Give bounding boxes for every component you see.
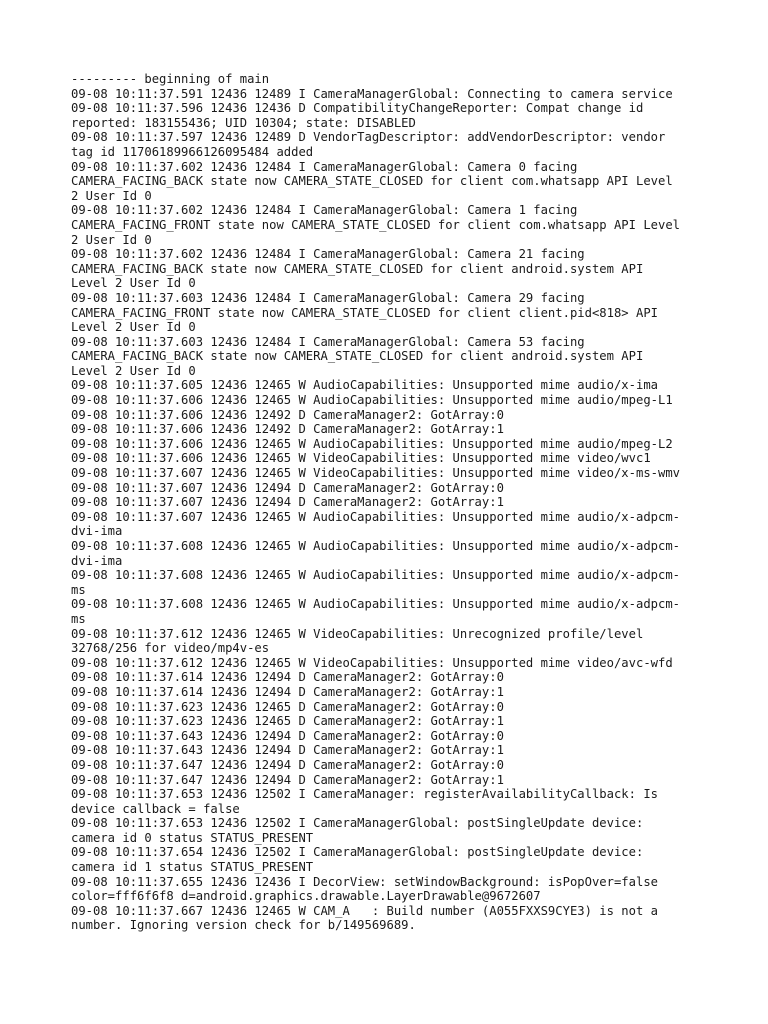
log-line: number. Ignoring version check for b/149569689.	[71, 918, 416, 933]
log-line: CAMERA_FACING_BACK state now CAMERA_STATE_CLOSED for client android.system API	[71, 349, 644, 364]
log-line: ms	[71, 582, 86, 597]
log-line: 09-08 10:11:37.602 12436 12484 I CameraManagerGlobal: Camera 1 facing	[71, 203, 578, 218]
log-line: 09-08 10:11:37.612 12436 12465 W VideoCapabilities: Unsupported mime video/avc-wfd	[71, 655, 673, 670]
log-line: 09-08 10:11:37.606 12436 12465 W AudioCapabilities: Unsupported mime audio/mpeg-L1	[71, 393, 673, 408]
log-line: 09-08 10:11:37.603 12436 12484 I CameraManagerGlobal: Camera 53 facing	[71, 334, 585, 349]
log-line: 09-08 10:11:37.667 12436 12465 W CAM_A : Build number (A055FXXS9CYE3) is not a	[71, 903, 658, 918]
log-line: device callback = false	[71, 801, 240, 816]
log-line: 09-08 10:11:37.606 12436 12492 D CameraManager2: GotArray:0	[71, 407, 504, 422]
log-line: 09-08 10:11:37.606 12436 12465 W VideoCapabilities: Unsupported mime video/wvc1	[71, 451, 651, 466]
log-line: 09-08 10:11:37.623 12436 12465 D CameraManager2: GotArray:1	[71, 714, 504, 729]
log-line: 09-08 10:11:37.614 12436 12494 D CameraManager2: GotArray:0	[71, 670, 504, 685]
log-line: 32768/256 for video/mp4v-es	[71, 641, 270, 656]
log-line: color=fff6f6f8 d=android.graphics.drawable.LayerDrawable@9672607	[71, 889, 541, 904]
log-line: 09-08 10:11:37.614 12436 12494 D CameraManager2: GotArray:1	[71, 684, 504, 699]
log-line: 09-08 10:11:37.623 12436 12465 D CameraManager2: GotArray:0	[71, 699, 504, 714]
log-line: Level 2 User Id 0	[71, 276, 196, 291]
log-line: 2 User Id 0	[71, 188, 152, 203]
log-line: --------- beginning of main	[71, 72, 270, 86]
log-line: 2 User Id 0	[71, 232, 152, 247]
log-line: Level 2 User Id 0	[71, 320, 196, 335]
log-line: 09-08 10:11:37.602 12436 12484 I CameraManagerGlobal: Camera 21 facing	[71, 247, 585, 262]
log-line: 09-08 10:11:37.607 12436 12494 D CameraManager2: GotArray:0	[71, 480, 504, 495]
log-line: 09-08 10:11:37.597 12436 12489 D VendorTagDescriptor: addVendorDescriptor: vendor	[71, 130, 666, 145]
log-line: 09-08 10:11:37.647 12436 12494 D CameraManager2: GotArray:1	[71, 772, 504, 787]
log-line: 09-08 10:11:37.608 12436 12465 W AudioCapabilities: Unsupported mime audio/x-adpcm-	[71, 539, 681, 553]
log-line: dvi-ima	[71, 553, 123, 568]
log-line: 09-08 10:11:37.607 12436 12465 W AudioCapabilities: Unsupported mime audio/x-adpcm-	[71, 509, 681, 524]
log-line: camera id 1 status STATUS_PRESENT	[71, 860, 314, 875]
log-line: 09-08 10:11:37.605 12436 12465 W AudioCapabilities: Unsupported mime audio/x-ima	[71, 378, 658, 393]
log-line: 09-08 10:11:37.647 12436 12494 D CameraManager2: GotArray:0	[71, 757, 504, 772]
log-line: camera id 0 status STATUS_PRESENT	[71, 830, 314, 845]
log-line: 09-08 10:11:37.596 12436 12436 D CompatibilityChangeReporter: Compat change id	[71, 101, 644, 116]
log-line: reported: 183155436; UID 10304; state: DISABLED	[71, 115, 416, 130]
log-line: CAMERA_FACING_BACK state now CAMERA_STATE_CLOSED for client com.whatsapp API Level	[71, 174, 673, 189]
log-line: 09-08 10:11:37.643 12436 12494 D CameraManager2: GotArray:1	[71, 743, 504, 758]
log-line: 09-08 10:11:37.608 12436 12465 W AudioCapabilities: Unsupported mime audio/x-adpcm-	[71, 568, 681, 583]
log-line: tag id 11706189966126095484 added	[71, 144, 314, 159]
log-line: 09-08 10:11:37.653 12436 12502 I CameraManager: registerAvailabilityCallback: Is	[71, 787, 658, 802]
log-line: 09-08 10:11:37.643 12436 12494 D CameraManager2: GotArray:0	[71, 728, 504, 743]
log-line: 09-08 10:11:37.591 12436 12489 I CameraManagerGlobal: Connecting to camera service	[71, 86, 673, 101]
log-line: 09-08 10:11:37.607 12436 12494 D CameraManager2: GotArray:1	[71, 495, 504, 510]
log-line: 09-08 10:11:37.608 12436 12465 W AudioCapabilities: Unsupported mime audio/x-adpcm-	[71, 597, 681, 612]
log-line: 09-08 10:11:37.602 12436 12484 I CameraManagerGlobal: Camera 0 facing	[71, 159, 578, 174]
log-line: Level 2 User Id 0	[71, 363, 196, 378]
log-line: dvi-ima	[71, 524, 123, 539]
log-line: 09-08 10:11:37.655 12436 12436 I DecorView: setWindowBackground: isPopOver=false	[71, 874, 658, 889]
log-line: 09-08 10:11:37.603 12436 12484 I CameraManagerGlobal: Camera 29 facing	[71, 290, 585, 305]
log-line: 09-08 10:11:37.653 12436 12502 I CameraManagerGlobal: postSingleUpdate device:	[71, 816, 644, 831]
log-line: CAMERA_FACING_FRONT state now CAMERA_STATE_CLOSED for client client.pid<818> API	[71, 305, 658, 320]
log-text	[71, 72, 711, 933]
log-line: 09-08 10:11:37.607 12436 12465 W VideoCapabilities: Unsupported mime video/x-ms-wmv	[71, 466, 681, 481]
log-line: 09-08 10:11:37.612 12436 12465 W VideoCapabilities: Unrecognized profile/level	[71, 626, 644, 641]
log-line: 09-08 10:11:37.606 12436 12492 D CameraManager2: GotArray:1	[71, 422, 504, 437]
log-line: CAMERA_FACING_BACK state now CAMERA_STATE_CLOSED for client android.system API	[71, 261, 644, 276]
log-line: CAMERA_FACING_FRONT state now CAMERA_STATE_CLOSED for client com.whatsapp API Level	[71, 217, 681, 232]
log-line: ms	[71, 611, 86, 626]
log-line: 09-08 10:11:37.606 12436 12465 W AudioCapabilities: Unsupported mime audio/mpeg-L2	[71, 436, 673, 451]
log-line: 09-08 10:11:37.654 12436 12502 I CameraManagerGlobal: postSingleUpdate device:	[71, 845, 644, 860]
